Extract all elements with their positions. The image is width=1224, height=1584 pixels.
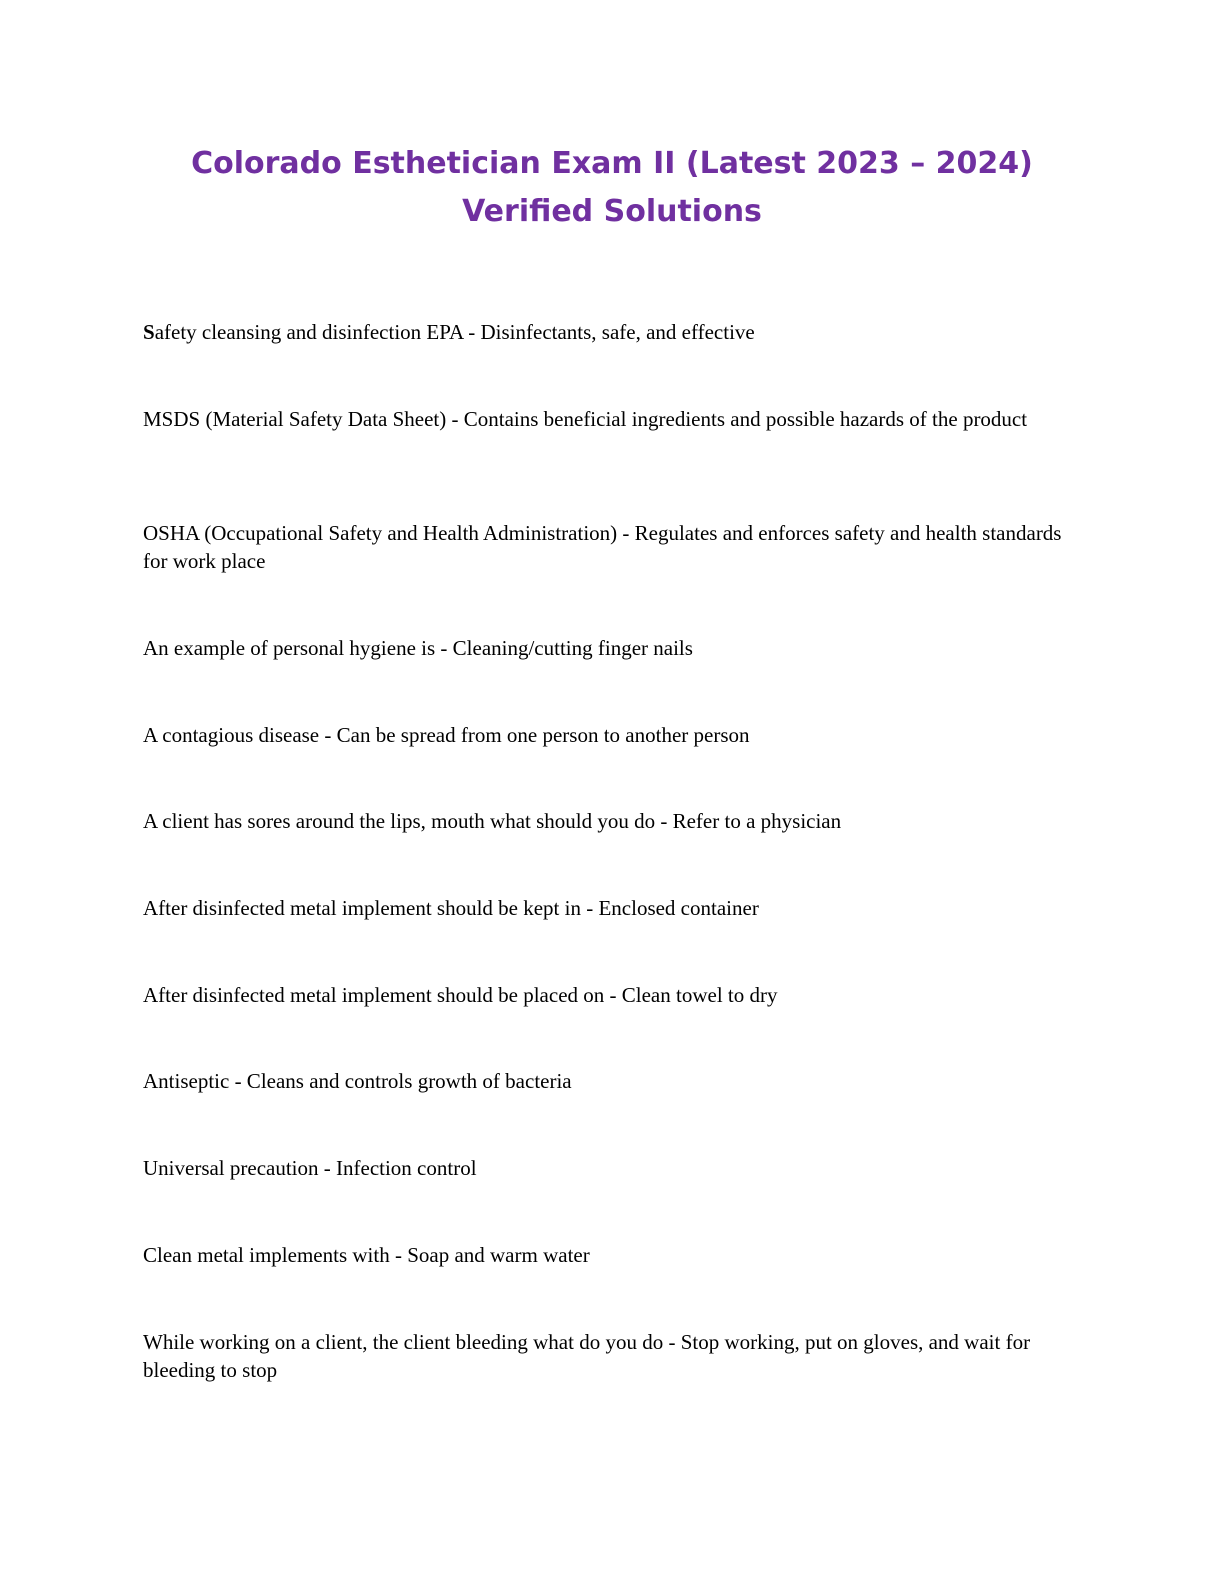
document-title	[100, 140, 1124, 236]
qa-item: While working on a client, the client bleeding what do you do - Stop working, put on gloves, and wait for bleeding to stop	[143, 1330, 1031, 1382]
qa-item: A contagious disease - Can be spread from one person to another person	[143, 723, 750, 747]
qa-item-text: afety cleansing and disinfection EPA - Disinfectants, safe, and effective	[154, 320, 755, 344]
qa-item: Clean metal implements with - Soap and warm water	[143, 1243, 590, 1267]
qa-item: After disinfected metal implement should be placed on - Clean towel to dry	[143, 983, 778, 1007]
title-line-2: Verified Solutions	[462, 194, 762, 229]
qa-item: MSDS (Material Safety Data Sheet) - Contains beneficial ingredients and possible hazards of the product	[143, 407, 1028, 431]
drop-cap-letter: S	[143, 320, 155, 344]
qa-item: A client has sores around the lips, mouth what should you do - Refer to a physician	[143, 809, 842, 833]
qa-item	[143, 318, 1073, 346]
qa-item: An example of personal hygiene is - Cleaning/cutting finger nails	[143, 636, 693, 660]
qa-item: Universal precaution - Infection control	[143, 1156, 477, 1180]
title-line-1: Colorado Esthetician Exam II (Latest 2023 – 2024)	[191, 146, 1033, 181]
qa-item: Antiseptic - Cleans and controls growth of bacteria	[143, 1069, 572, 1093]
qa-item: After disinfected metal implement should be kept in - Enclosed container	[143, 896, 759, 920]
qa-item: OSHA (Occupational Safety and Health Administration) - Regulates and enforces safety and health standards for work place	[143, 521, 1062, 573]
